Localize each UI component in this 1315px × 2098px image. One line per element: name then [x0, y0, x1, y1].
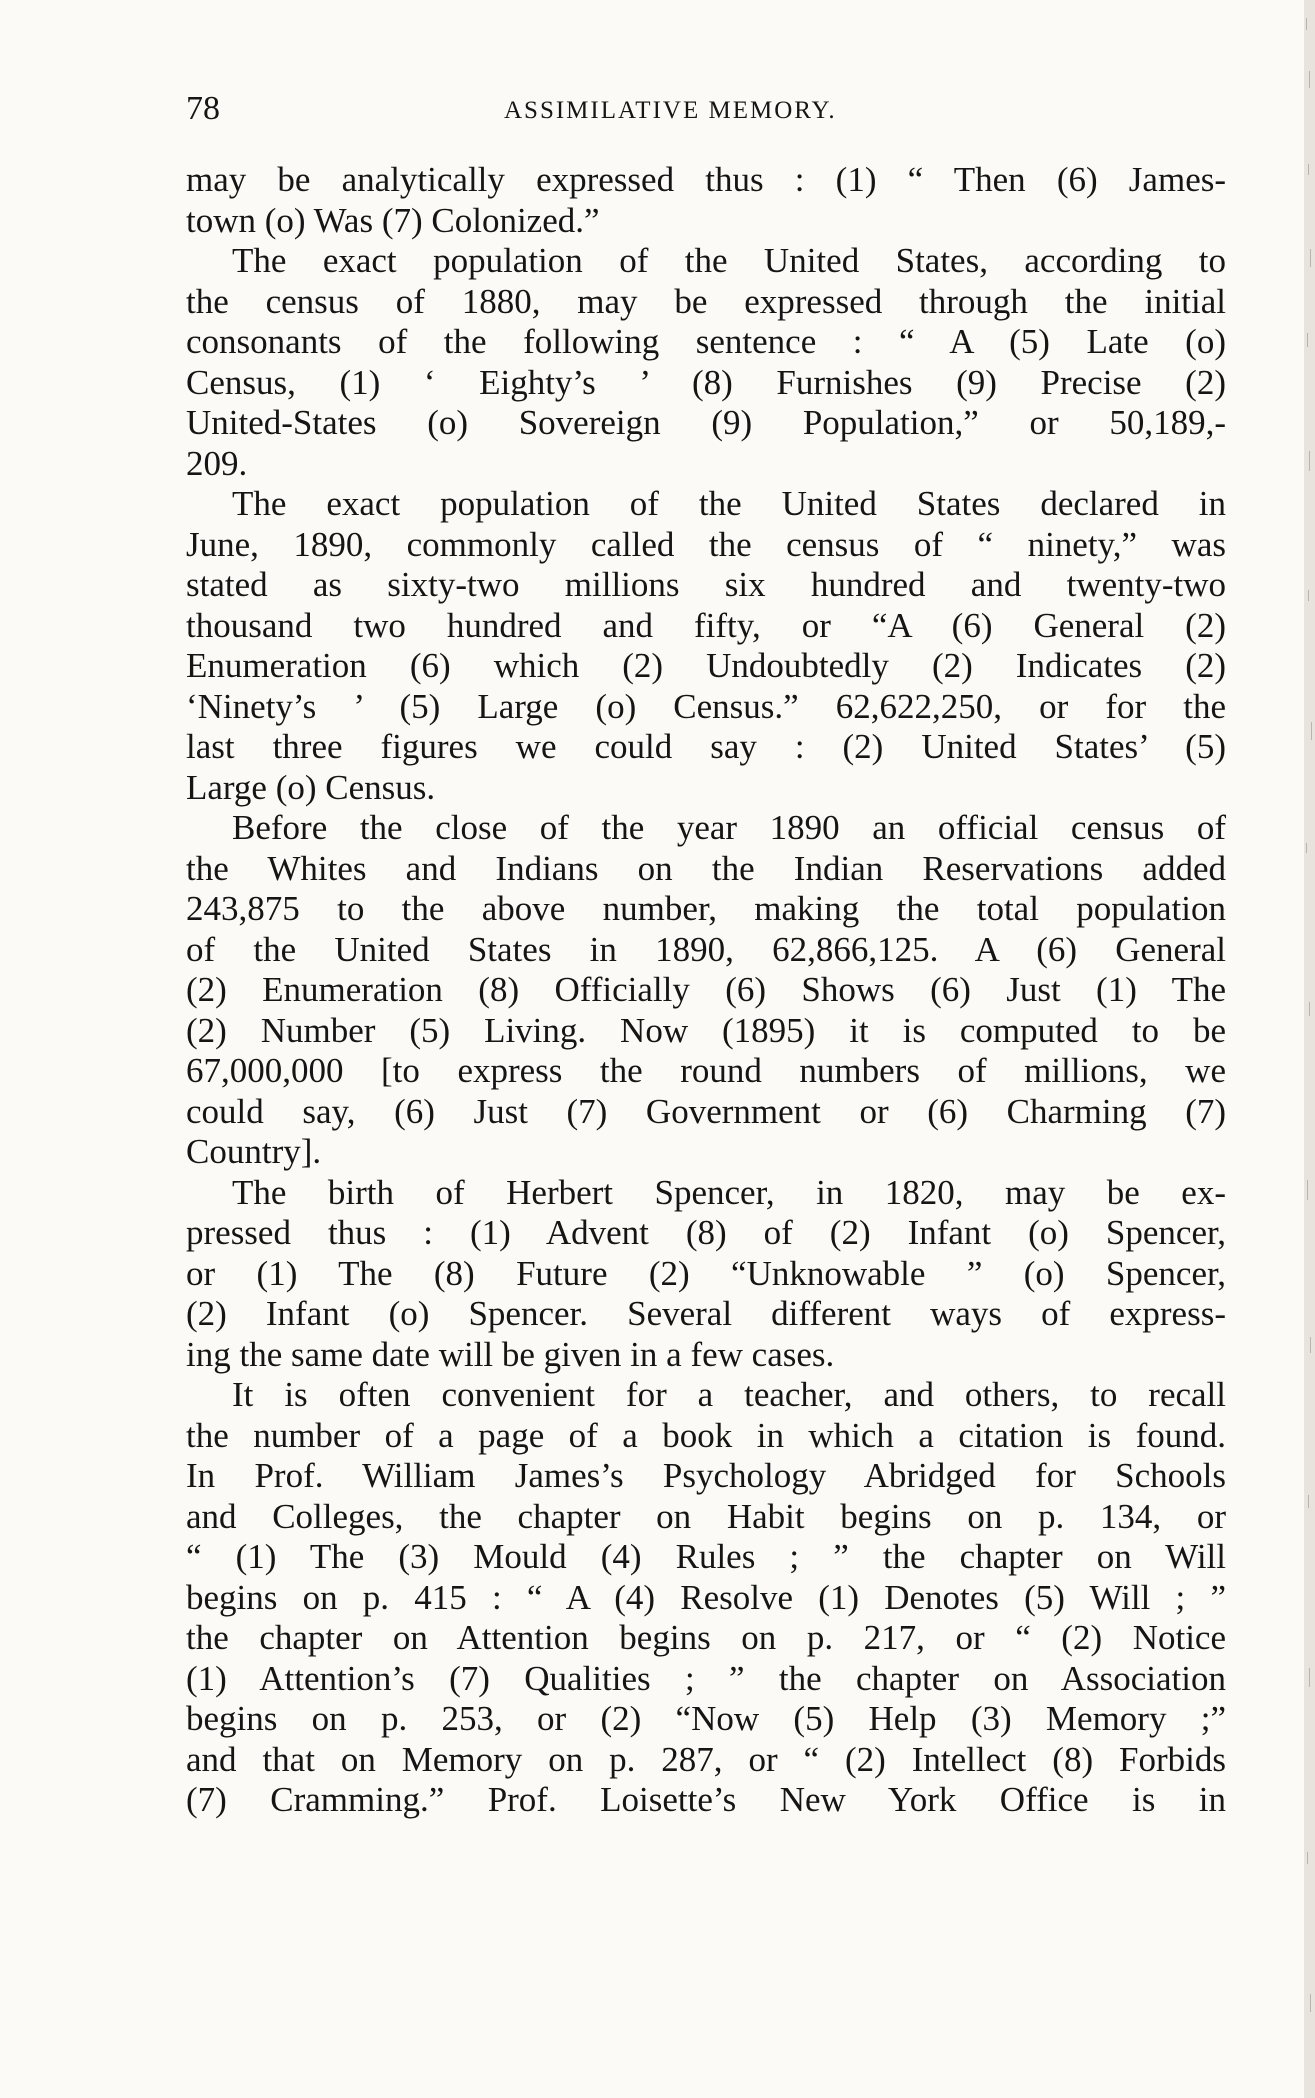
- running-title: ASSIMILATIVE MEMORY.: [504, 97, 837, 124]
- text-line: The exact population of the United States, according to: [232, 241, 1226, 280]
- text-line: (2) Infant (o) Spencer. Several different ways of express-: [186, 1294, 1226, 1333]
- running-head: [186, 84, 1226, 134]
- text-line: last three figures we could say : (2) United States’ (5): [186, 727, 1226, 766]
- text-line: Country].: [186, 1132, 322, 1171]
- text-line: begins on p. 253, or (2) “Now (5) Help (3) Memory ;”: [186, 1699, 1226, 1738]
- text-line: stated as sixty-two millions six hundred and twenty-two: [186, 565, 1226, 604]
- text-line: 67,000,000 [to express the round numbers of millions, we: [186, 1051, 1226, 1090]
- text-line: thousand two hundred and fifty, or “A (6) General (2): [186, 605, 1226, 645]
- text-line: The birth of Herbert Spencer, in 1820, may be ex-: [232, 1172, 1226, 1212]
- text-line: of the United States in 1890, 62,866,125. A (6) General: [186, 929, 1226, 969]
- text-line: begins on p. 415 : “ A (4) Resolve (1) Denotes (5) Will ; ”: [186, 1577, 1226, 1617]
- text-line: ing the same date will be given in a few cases.: [186, 1334, 835, 1374]
- text-line: Before the close of the year 1890 an official census of: [232, 808, 1226, 847]
- text-line: June, 1890, commonly called the census of “ ninety,” was: [186, 524, 1226, 564]
- text-line: pressed thus : (1) Advent (8) of (2) Infant (o) Spencer,: [186, 1213, 1226, 1252]
- text-line: and that on Memory on p. 287, or “ (2) Intellect (8) Forbids: [186, 1739, 1226, 1779]
- text-line: town (o) Was (7) Colonized.”: [186, 200, 600, 240]
- text-line: the chapter on Attention begins on p. 217, or “ (2) Notice: [186, 1618, 1226, 1657]
- text-line: the Whites and Indians on the Indian Reservations added: [186, 848, 1226, 888]
- text-line: (2) Number (5) Living. Now (1895) it is computed to be: [186, 1010, 1226, 1050]
- text-line: could say, (6) Just (7) Government or (6) Charming (7): [186, 1091, 1226, 1131]
- text-line: Census, (1) ‘ Eighty’s ’ (8) Furnishes (9) Precise (2): [186, 362, 1226, 402]
- text-line: may be analytically expressed thus : (1) “ Then (6) James-: [186, 160, 1226, 199]
- body-text: [186, 160, 1226, 1821]
- text-line: (2) Enumeration (8) Officially (6) Shows (6) Just (1) The: [186, 970, 1226, 1009]
- text-line: It is often convenient for a teacher, and others, to recall: [232, 1375, 1226, 1414]
- text-line: consonants of the following sentence : “ A (5) Late (o): [186, 322, 1226, 361]
- text-line: ‘Ninety’s ’ (5) Large (o) Census.” 62,622,250, or for the: [186, 686, 1226, 726]
- text-line: Enumeration (6) which (2) Undoubtedly (2) Indicates (2): [186, 646, 1226, 685]
- text-line: United-States (o) Sovereign (9) Population,” or 50,189,-: [186, 403, 1226, 442]
- text-line: Large (o) Census.: [186, 767, 436, 807]
- text-line: 209.: [186, 443, 248, 483]
- text-line: the census of 1880, may be expressed through the initial: [186, 281, 1226, 321]
- page-edge-marks: [1281, 0, 1315, 2098]
- text-line: The exact population of the United States declared in: [232, 484, 1226, 523]
- page-number: 78: [186, 90, 220, 127]
- text-line: (1) Attention’s (7) Qualities ; ” the chapter on Association: [186, 1658, 1226, 1698]
- text-line: and Colleges, the chapter on Habit begins on p. 134, or: [186, 1496, 1226, 1536]
- text-line: 243,875 to the above number, making the total population: [186, 889, 1226, 928]
- text-line: “ (1) The (3) Mould (4) Rules ; ” the chapter on Will: [186, 1537, 1226, 1576]
- text-line: the number of a page of a book in which a citation is found.: [186, 1415, 1226, 1455]
- text-line: or (1) The (8) Future (2) “Unknowable ” (o) Spencer,: [186, 1253, 1226, 1293]
- text-line: (7) Cramming.” Prof. Loisette’s New York Office is in: [186, 1780, 1226, 1819]
- text-line: In Prof. William James’s Psychology Abridged for Schools: [186, 1456, 1226, 1495]
